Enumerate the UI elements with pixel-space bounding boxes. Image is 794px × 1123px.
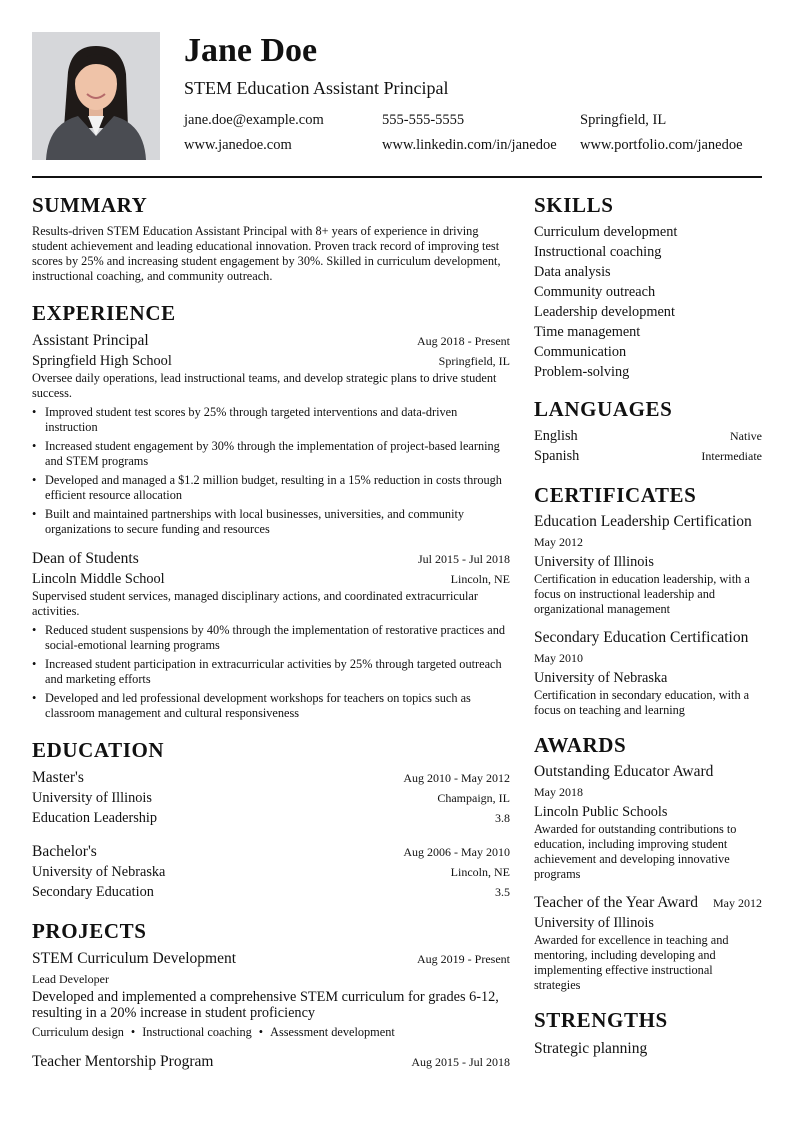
project-role: Lead Developer	[32, 972, 109, 986]
section-heading: EDUCATION	[32, 738, 165, 762]
certificate-item	[534, 628, 762, 718]
award-name: Teacher of the Year Award	[534, 894, 699, 911]
left-column	[32, 192, 510, 1072]
project-tag: Curriculum design	[32, 1025, 124, 1039]
strengths-section	[534, 1007, 762, 1059]
project-item	[32, 1052, 510, 1072]
education-item	[32, 768, 510, 828]
skill-item: Communication	[534, 344, 627, 360]
list-item: • Developed and led professional development workshops for teachers on topics such as classroom management and cultural responsiveness	[32, 691, 510, 721]
projects-section	[32, 918, 510, 1072]
job-desc: Supervised student services, managed disciplinary actions, and coordinated extracurricular activities.	[32, 589, 478, 618]
experience-item	[32, 331, 510, 537]
gpa: 3.8	[495, 811, 510, 825]
award-desc: Awarded for excellence in teaching and mentoring, including developing and implementing effective instructional strategies	[534, 933, 729, 992]
edu-dates: Aug 2010 - May 2012	[403, 771, 510, 785]
skills-section	[534, 192, 762, 382]
award-name: Outstanding Educator Award	[534, 763, 714, 780]
project-name: STEM Curriculum Development	[32, 950, 237, 967]
project-tag: Assessment development	[270, 1025, 395, 1039]
job-role: Dean of Students	[32, 550, 139, 567]
header-divider	[32, 176, 762, 178]
section-heading: EXPERIENCE	[32, 301, 176, 325]
project-desc: Developed and implemented a comprehensive STEM curriculum for grades 6-12, resulting in a 20% increase in student proficiency	[32, 989, 499, 1021]
education-section	[32, 737, 510, 902]
language-level: Intermediate	[701, 449, 762, 463]
list-item: • Increased student engagement by 30% through the implementation of project-based learning and STEM programs	[32, 439, 510, 469]
certificates-section	[534, 482, 762, 718]
section-heading: SKILLS	[534, 193, 614, 217]
email-link[interactable]: jane.doe@example.com	[184, 112, 324, 128]
profile-photo	[32, 32, 160, 160]
gpa: 3.5	[495, 885, 510, 899]
candidate-title: STEM Education Assistant Principal	[184, 78, 449, 98]
phone-text: 555-555-5555	[382, 112, 465, 128]
job-org: Springfield High School	[32, 353, 172, 369]
section-heading: STRENGTHS	[534, 1008, 668, 1032]
certificate-name: Secondary Education Certification	[534, 629, 749, 646]
language-item	[534, 426, 762, 446]
award-issuer: University of Illinois	[534, 915, 654, 931]
strength-item: Strategic planning	[534, 1040, 648, 1057]
job-bullets	[32, 405, 510, 537]
certificate-item	[534, 512, 762, 617]
section-heading: PROJECTS	[32, 919, 147, 943]
languages-section	[534, 396, 762, 466]
degree: Master's	[32, 769, 84, 786]
skill-item: Instructional coaching	[534, 244, 662, 260]
job-location: Lincoln, NE	[450, 572, 510, 586]
skill-item: Time management	[534, 324, 641, 340]
award-item	[534, 893, 762, 993]
certificate-desc: Certification in education leadership, with a focus on instructional leadership and organizational management	[534, 572, 750, 616]
education-item	[32, 842, 510, 902]
job-dates: Jul 2015 - Jul 2018	[417, 552, 510, 566]
field-of-study: Secondary Education	[32, 884, 154, 900]
section-heading: SUMMARY	[32, 193, 148, 217]
certificate-issuer: University of Illinois	[534, 554, 654, 570]
section-heading: CERTIFICATES	[534, 483, 697, 507]
job-dates: Aug 2018 - Present	[417, 334, 510, 348]
linkedin-link[interactable]: www.linkedin.com/in/janedoe	[382, 137, 557, 153]
award-issuer: Lincoln Public Schools	[534, 804, 668, 820]
skills-list	[534, 222, 762, 382]
experience-item	[32, 549, 510, 721]
language-name: English	[534, 428, 578, 444]
website-link[interactable]: www.janedoe.com	[184, 137, 292, 153]
job-desc: Oversee daily operations, lead instructional teams, and develop strategic plans to drive student success.	[32, 371, 497, 400]
section-heading: LANGUAGES	[534, 397, 673, 421]
experience-section	[32, 300, 510, 721]
school: University of Illinois	[32, 790, 152, 806]
summary-text: Results-driven STEM Education Assistant Principal with 8+ years of experience in driving student achievement and leading educational innovation. Proven track record of improving test scores by 25% and increasing student engagement by 30%. Skilled in curriculum development, instructional coaching, and community outreach.	[32, 224, 501, 283]
skill-item: Curriculum development	[534, 224, 678, 240]
list-item: • Reduced student suspensions by 40% through the implementation of restorative practices and social-emotional learning programs	[32, 623, 510, 653]
degree: Bachelor's	[32, 843, 97, 860]
edu-location: Lincoln, NE	[450, 865, 510, 879]
skill-item: Leadership development	[534, 304, 675, 320]
job-role: Assistant Principal	[32, 332, 149, 349]
project-dates: Aug 2019 - Present	[417, 952, 510, 966]
awards-section	[534, 732, 762, 993]
school: University of Nebraska	[32, 864, 166, 880]
portfolio-link[interactable]: www.portfolio.com/janedoe	[580, 137, 743, 153]
certificate-issuer: University of Nebraska	[534, 670, 668, 686]
candidate-name: Jane Doe	[184, 32, 318, 69]
job-bullets	[32, 623, 510, 721]
language-item	[534, 446, 762, 466]
header	[32, 32, 762, 160]
award-desc: Awarded for outstanding contributions to education, including improving student achievement and developing innovative programs	[534, 822, 737, 881]
award-date: May 2018	[534, 785, 583, 799]
section-heading: AWARDS	[534, 733, 627, 757]
languages-list	[534, 426, 762, 466]
edu-location: Champaign, IL	[437, 791, 510, 805]
location-text: Springfield, IL	[580, 112, 667, 128]
right-column	[534, 192, 762, 1059]
list-item: • Built and maintained partnerships with local businesses, universities, and community organizations to secure funding and resources	[32, 507, 510, 537]
certificate-date: May 2010	[534, 651, 583, 665]
project-tags: Curriculum design • Instructional coaching • Assessment development	[32, 1025, 395, 1039]
certificate-date: May 2012	[534, 535, 583, 549]
skill-item: Data analysis	[534, 264, 611, 280]
award-date: May 2012	[713, 896, 762, 910]
summary-section	[32, 192, 510, 284]
skill-item: Problem-solving	[534, 364, 630, 380]
project-tag: Instructional coaching	[142, 1025, 252, 1039]
list-item: • Increased student participation in extracurricular activities by 25% through targeted outreach and marketing efforts	[32, 657, 510, 687]
award-item	[534, 762, 762, 882]
list-item: • Improved student test scores by 25% through targeted interventions and data-driven instruction	[32, 405, 510, 435]
language-name: Spanish	[534, 448, 580, 464]
certificate-desc: Certification in secondary education, with a focus on teaching and learning	[534, 688, 750, 717]
job-location: Springfield, IL	[438, 354, 510, 368]
list-item: • Developed and managed a $1.2 million budget, resulting in a 15% reduction in costs through efficient resource allocation	[32, 473, 510, 503]
job-org: Lincoln Middle School	[32, 571, 165, 587]
field-of-study: Education Leadership	[32, 810, 158, 826]
project-item	[32, 949, 510, 1040]
edu-dates: Aug 2006 - May 2010	[403, 845, 510, 859]
project-dates: Aug 2015 - Jul 2018	[411, 1055, 510, 1069]
project-name: Teacher Mentorship Program	[32, 1053, 214, 1070]
certificate-name: Education Leadership Certification	[534, 513, 752, 530]
language-level: Native	[730, 429, 762, 443]
skill-item: Community outreach	[534, 284, 656, 300]
